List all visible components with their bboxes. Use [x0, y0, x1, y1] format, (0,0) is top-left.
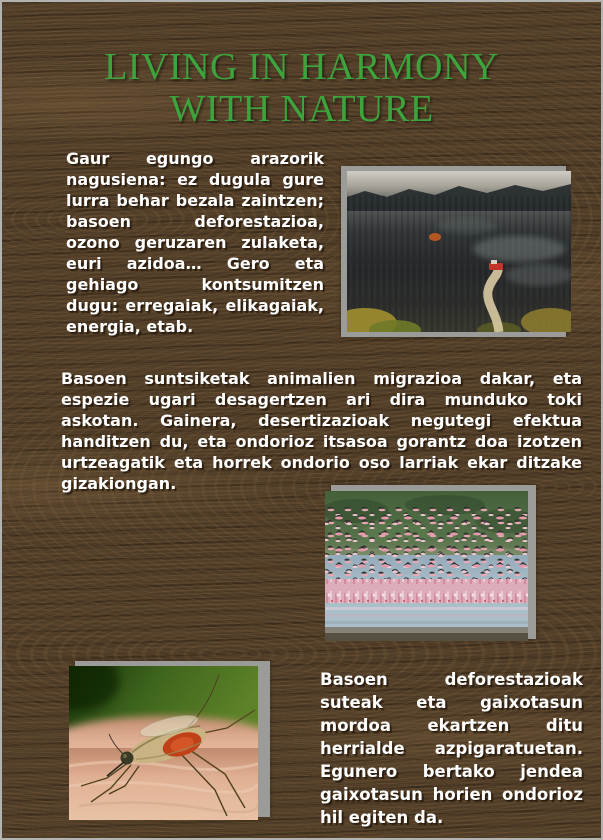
bottom-paragraph: Basoen deforestazioak suteak eta gaixotasun mordoa ekartzen ditu herrialde azpigaratuetan. Egunero bertako jendea gaixotasun horien ondorioz hil egiten da. [320, 670, 583, 827]
title-line-1: LIVING IN HARMONY [104, 46, 499, 88]
flamingo-illustration [325, 491, 528, 641]
burned-forest-illustration [347, 171, 571, 332]
title-line-2: WITH NATURE [169, 88, 434, 130]
burned-forest-photo [347, 171, 571, 332]
flamingo-flock-photo [325, 491, 528, 641]
intro-paragraph: Gaur egungo arazorik nagusiena: ez dugula gure lurra behar bezala zaintzen; basoen deforestazioa, ozono geruzaren zulaketa, euri azidoa… Gero eta gehiago kontsumitzen dugu: erregaiak, elikagaiak, energia, etab. [66, 149, 324, 336]
mosquito-photo [69, 666, 258, 820]
mosquito-illustration [69, 666, 258, 820]
fire-spot [429, 233, 441, 241]
middle-paragraph: Basoen suntsiketak animalien migrazioa dakar, eta espezie ugari desagertzen ari dira munduko toki askotan. Gainera, desertizazioak negutegi efektua handitzen du, eta ondorioz itsasoa gorantz doa izotzen urtzeagatik eta horrek ondorio oso larriak ekar ditzake gizakiongan. [61, 369, 582, 493]
page-title [2, 46, 601, 130]
